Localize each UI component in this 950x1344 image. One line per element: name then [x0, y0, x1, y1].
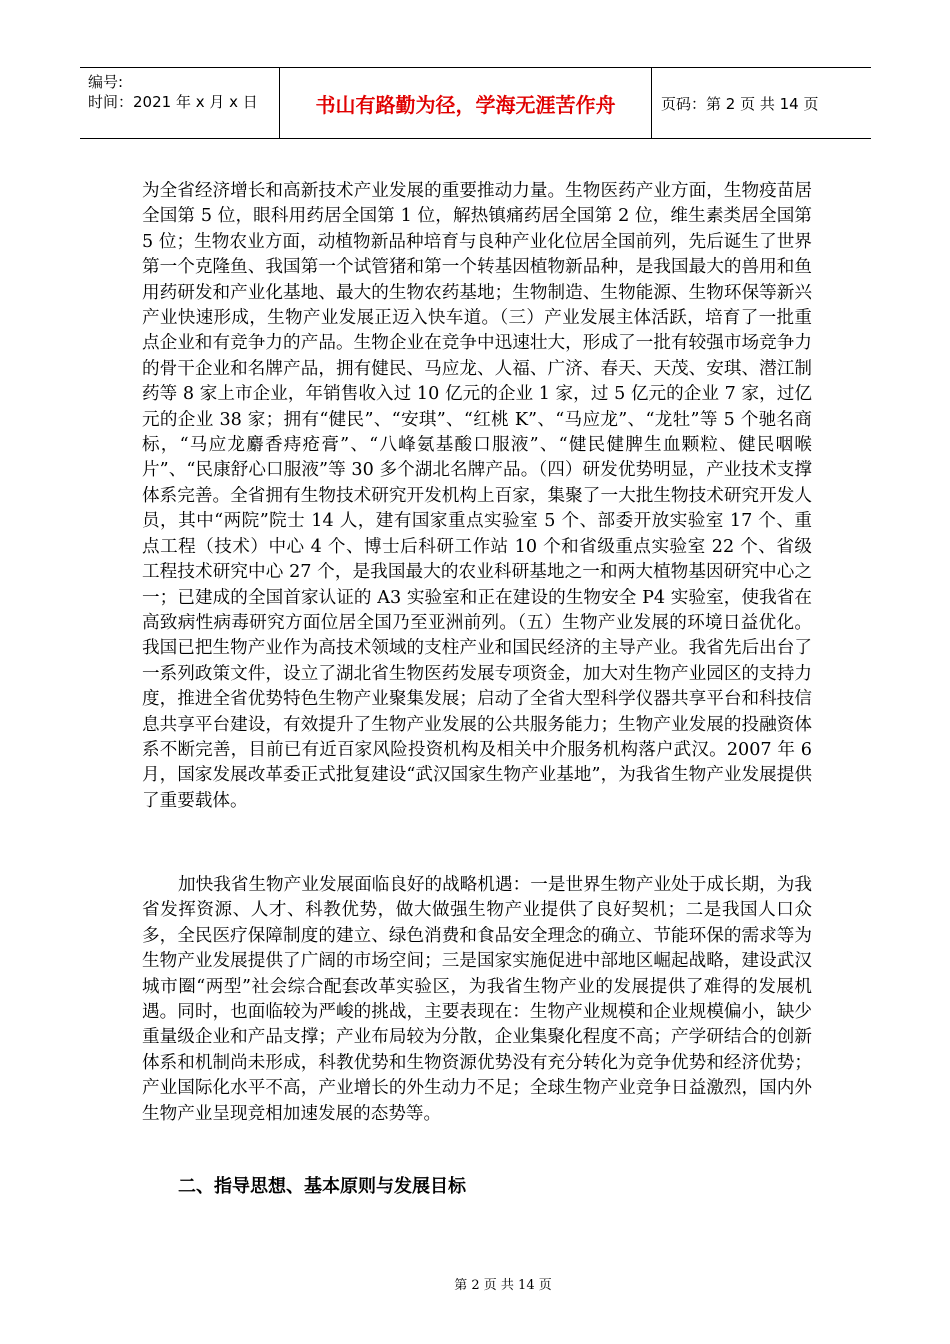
header-left-cell [80, 68, 280, 138]
body-paragraph-1: 为全省经济增长和高新技术产业发展的重要推动力量。生物医药产业方面，生物疫苗居全国第 5 位，眼科用药居全国第 1 位，解热镇痛药居全国第 2 位，维生素类居全国第 5 位；生物农业方面，动植物新品种培育与良种产业化位居全国前列，先后诞生了世界第一个克隆鱼、我国第一个试管猪和第一个转基因植物新品种，是我国最大的兽用和鱼用药研发和产业化基地、最大的生物农药基地；生物制造、生物能源、生物环保等新兴产业快速形成，生物产业发展正迈入快车道。（三）产业发展主体活跃，培育了一批重点企业和有竞争力的产品。生物企业在竞争中迅速壮大，形成了一批有较强市场竞争力的骨干企业和名牌产品，拥有健民、马应龙、人福、广济、春天、天茂、安琪、潜江制药等 8 家上市企业，年销售收入过 10 亿元的企业 1 家，过 5 亿元的企业 7 家，过亿元的企业 38 家；拥有“健民”、“安琪”、“红桃 K”、“马应龙”、“龙牡”等 5 个驰名商标，“马应龙麝香痔疮膏”、“八峰氨基酸口服液”、“健民健脾生血颗粒、健民咽喉片”、“民康舒心口服液”等 30 多个湖北名牌产品。（四）研发优势明显，产业技术支撑体系完善。全省拥有生物技术研究开发机构上百家，集聚了一大批生物技术研究开发人员，其中“两院”院士 14 人，建有国家重点实验室 5 个、部委开放实验室 17 个、重点工程（技术）中心 4 个、博士后科研工作站 10 个和省级重点实验室 22 个、省级工程技术研究中心 27 个，是我国最大的农业科研基地之一和两大植物基因研究中心之一；已建成的全国首家认证的 A3 实验室和正在建设的生物安全 P4 实验室，使我省在高致病性病毒研究方面位居全国乃至亚洲前列。（五）生物产业发展的环境日益优化。我国已把生物产业作为高技术领域的支柱产业和国民经济的主导产业。我省先后出台了一系列政策文件，设立了湖北省生物医药发展专项资金，加大对生物产业园区的支持力度，推进全省优势特色生物产业聚集发展；启动了全省大型科学仪器共享平台和科技信息共享平台建设，有效提升了生物产业发展的公共服务能力；生物产业发展的投融资体系不断完善，目前已有近百家风险投资机构及相关中介服务机构落户武汉。2007 年 6 月，国家发展改革委正式批复建设“武汉国家生物产业基地”，为我省生物产业发展提供了重要载体。 [142, 181, 812, 811]
document-number-label: 编号: [88, 73, 124, 91]
section-heading: 二、指导思想、基本原则与发展目标 [178, 1176, 466, 1197]
header-page-info: 页码：第 2 页 共 14 页 [661, 94, 819, 113]
document-time-label: 时间：2021 年 x 月 x 日 [88, 93, 258, 111]
body-paragraph-2: 加快我省生物产业发展面临良好的战略机遇：一是世界生物产业处于成长期，为我省发挥资源、人才、科教优势，做大做强生物产业提供了良好契机；二是我国人口众多，全民医疗保障制度的建立、绿色消费和食品安全理念的确立、节能环保的需求等为生物产业发展提供了广阔的市场空间；三是国家实施促进中部地区崛起战略，建设武汉城市圈“两型”社会综合配套改革实验区，为我省生物产业的发展提供了难得的发展机遇。同时，也面临较为严峻的挑战，主要表现在：生物产业规模和企业规模偏小，缺少重量级企业和产品支撑；产业布局较为分散，企业集聚化程度不高；产学研结合的创新体系和机制尚未形成，科教优势和生物资源优势没有充分转化为竞争优势和经济优势；产业国际化水平不高，产业增长的外生动力不足；全球生物产业竞争日益激烈，国内外生物产业呈现竞相加速发展的态势等。 [142, 875, 812, 1124]
page-footer: 第 2 页 共 14 页 [454, 1278, 552, 1293]
header-table [80, 67, 871, 139]
header-motto: 书山有路勤为径，学海无涯苦作舟 [280, 68, 652, 138]
